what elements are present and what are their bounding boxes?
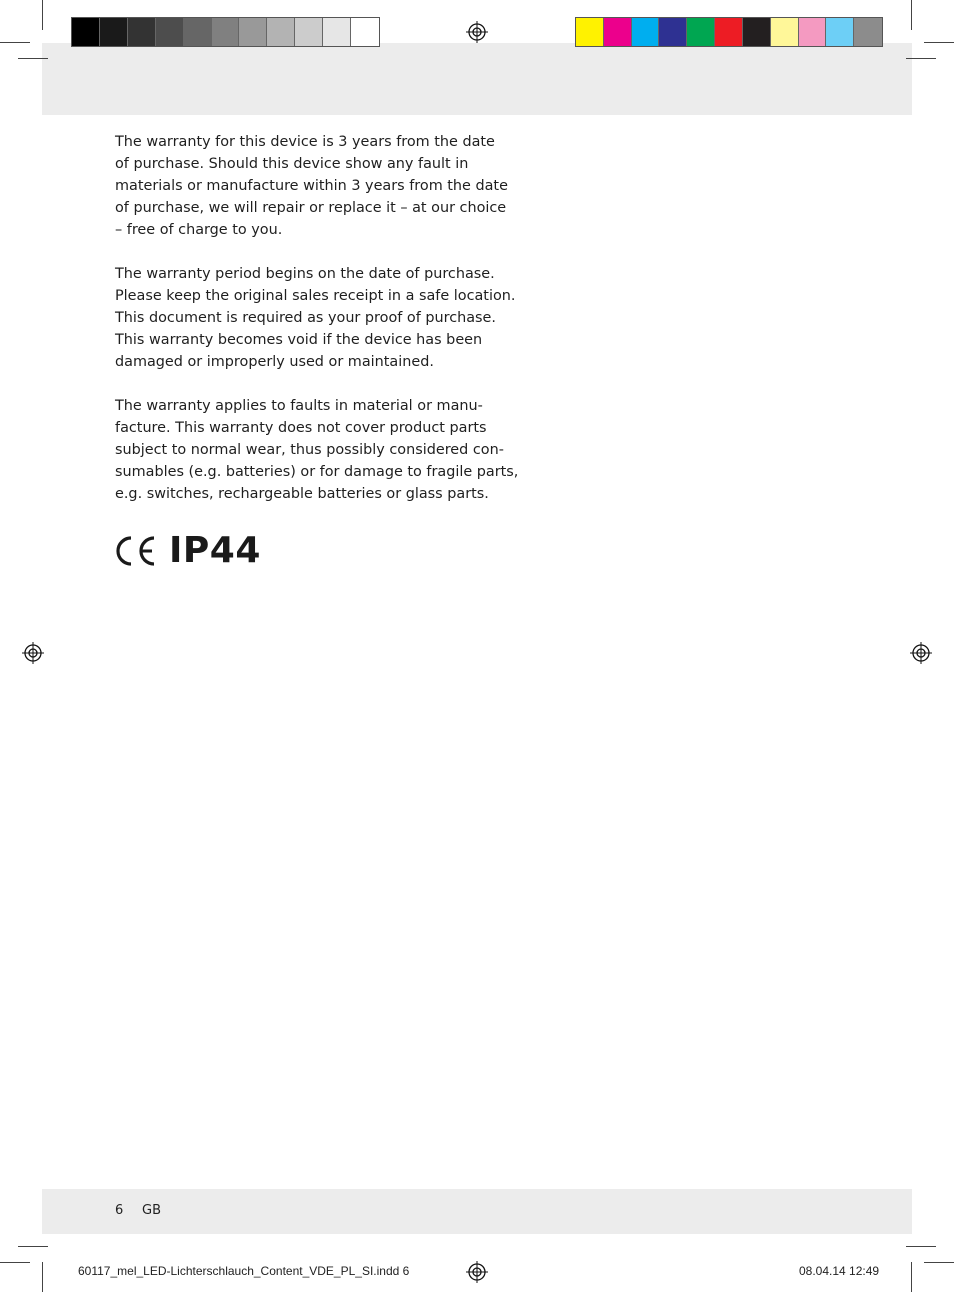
crop-mark (42, 0, 43, 30)
text-line: The warranty for this device is 3 years from the date (115, 134, 495, 150)
text-line: of purchase, we will repair or replace it – at our choice (115, 200, 507, 216)
crop-mark (924, 1262, 954, 1263)
slug-date: 08.04.14 12:49 (799, 1264, 880, 1278)
text-line: The warranty applies to faults in material or manu- (115, 398, 483, 414)
process-color-bar (575, 17, 883, 47)
text-line: – free of charge to you. (115, 222, 283, 238)
text-line: Please keep the original sales receipt in a safe location. (115, 288, 516, 304)
warranty-text (115, 131, 519, 527)
color-swatch (295, 18, 323, 46)
warranty-paragraph-2 (115, 263, 516, 373)
header-band (42, 43, 912, 115)
color-swatch (239, 18, 267, 46)
grayscale-color-bar (71, 17, 380, 47)
language-code: GB (142, 1203, 161, 1218)
text-line: This document is required as your proof of purchase. (115, 310, 496, 326)
crop-mark (18, 1246, 48, 1247)
crop-mark (906, 58, 936, 59)
text-line: e.g. switches, rechargeable batteries or glass parts. (115, 486, 489, 502)
color-swatch (156, 18, 184, 46)
ce-mark-icon (113, 535, 157, 567)
footer-band (42, 1189, 912, 1234)
crop-mark (911, 0, 912, 30)
registration-mark-icon (466, 1261, 488, 1283)
text-line: This warranty becomes void if the device has been (115, 332, 483, 348)
crop-mark (924, 42, 954, 43)
color-swatch (604, 18, 632, 46)
certification-marks (113, 530, 261, 572)
text-line: subject to normal wear, thus possibly considered con- (115, 442, 504, 458)
color-swatch (826, 18, 854, 46)
registration-mark-icon (22, 642, 44, 664)
color-swatch (632, 18, 660, 46)
ip-rating: IP44 (169, 530, 261, 571)
color-swatch (687, 18, 715, 46)
crop-mark (906, 1246, 936, 1247)
color-swatch (715, 18, 743, 46)
color-swatch (659, 18, 687, 46)
color-swatch (100, 18, 128, 46)
color-swatch (212, 18, 240, 46)
color-swatch (771, 18, 799, 46)
color-swatch (351, 18, 379, 46)
text-line: sumables (e.g. batteries) or for damage to fragile parts, (115, 464, 519, 480)
color-swatch (128, 18, 156, 46)
registration-mark-icon (466, 21, 488, 43)
color-swatch (576, 18, 604, 46)
page-number: 6 (115, 1203, 124, 1218)
text-line: materials or manufacture within 3 years from the date (115, 178, 508, 194)
warranty-paragraph-3 (115, 395, 519, 505)
color-swatch (799, 18, 827, 46)
crop-mark (18, 58, 48, 59)
color-swatch (184, 18, 212, 46)
text-line: The warranty period begins on the date of purchase. (115, 266, 495, 282)
slug-filename: 60117_mel_LED-Lichterschlauch_Content_VDE_PL_SI.indd 6 (78, 1264, 410, 1278)
crop-mark (42, 1262, 43, 1292)
text-line: damaged or improperly used or maintained. (115, 354, 434, 370)
text-line: of purchase. Should this device show any fault in (115, 156, 469, 172)
crop-mark (0, 42, 30, 43)
warranty-paragraph-1 (115, 131, 508, 241)
color-swatch (743, 18, 771, 46)
text-line: facture. This warranty does not cover product parts (115, 420, 487, 436)
color-swatch (854, 18, 882, 46)
crop-mark (911, 1262, 912, 1292)
crop-mark (0, 1262, 30, 1263)
color-swatch (72, 18, 100, 46)
color-swatch (267, 18, 295, 46)
color-swatch (323, 18, 351, 46)
registration-mark-icon (910, 642, 932, 664)
